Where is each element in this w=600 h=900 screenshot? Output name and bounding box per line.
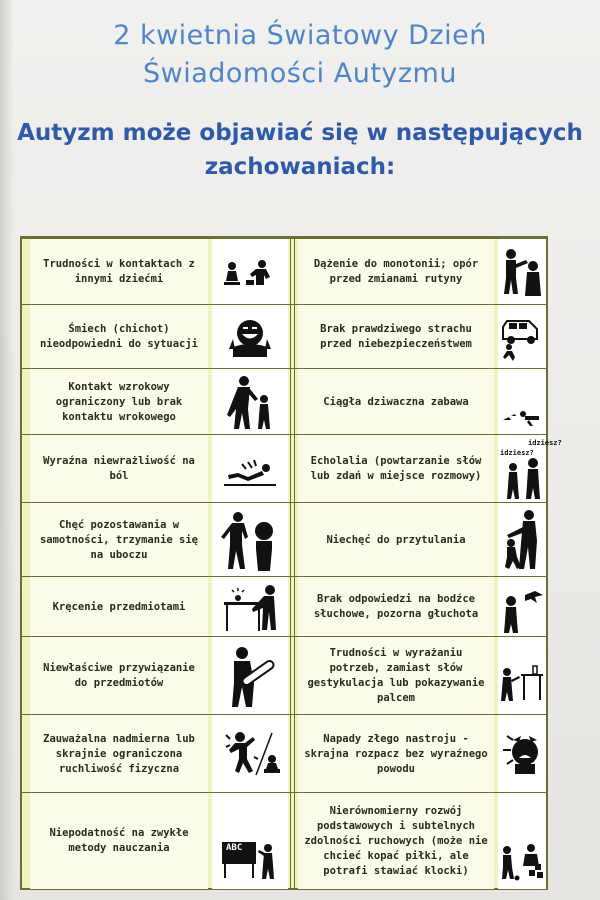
behavior-text: Echolalia (powtarzanie słów lub zdań w miejsce rozmowy) xyxy=(298,435,494,503)
table-row xyxy=(22,502,546,577)
table-row xyxy=(22,792,546,889)
title-line-1: 2 kwietnia Światowy Dzień xyxy=(113,20,487,51)
behavior-text: Kręcenie przedmiotami xyxy=(30,577,208,637)
pointing-icon xyxy=(498,637,546,715)
behavior-text: Chęć pozostawania w samotności, trzymanie się na uboczu xyxy=(30,503,208,577)
spinning-object-icon xyxy=(212,577,288,637)
behavior-text: Niewłaściwe przywiązanie do przedmiotów xyxy=(30,637,208,715)
behavior-text: Trudności w kontaktach z innymi dziećmi xyxy=(30,239,208,305)
turning-away-icon xyxy=(212,503,288,577)
speech-bubble-text: idziesz? xyxy=(528,439,562,447)
hug-refusal-icon xyxy=(498,503,546,577)
behavior-text: Napady złego nastroju - skrajna rozpacz bez wyraźnego powodu xyxy=(298,715,494,793)
hyperactive-icon xyxy=(212,715,288,793)
table-row xyxy=(22,576,546,637)
falling-person-icon xyxy=(212,435,288,503)
children-playing-icon xyxy=(212,239,288,305)
blackboard-icon xyxy=(212,793,288,889)
behavior-text: Kontakt wzrokowy ograniczony lub brak kontaktu wrokowego xyxy=(30,369,208,435)
echo-speech-icon xyxy=(498,435,562,503)
behavior-text: Niepodatność na zwykłe metody nauczania xyxy=(30,793,208,889)
behavior-text: Śmiech (chichot) nieodpowiedni do sytuacji xyxy=(30,305,208,369)
table-row xyxy=(22,636,546,715)
behavior-text: Nierównomierny rozwój podstawowych i subtelnych zdolności ruchowych (może nie chcieć kopać piłki, ale potrafi stawiać klocki) xyxy=(298,793,494,889)
person-refusing-icon xyxy=(498,239,546,305)
title-line-2: Świadomości Autyzmu xyxy=(143,58,457,89)
table-row xyxy=(22,368,546,435)
no-response-icon xyxy=(498,577,546,637)
behaviors-table xyxy=(20,236,562,890)
table-row xyxy=(22,304,546,369)
table-row xyxy=(22,434,562,503)
subtitle-line-1: Autyzm może objawiać się w następujących xyxy=(17,120,583,146)
blocks-icon xyxy=(498,793,546,889)
tantrum-icon xyxy=(498,715,546,793)
behavior-text: Brak odpowiedzi na bodźce słuchowe, pozorna głuchota xyxy=(298,577,494,637)
behavior-text: Wyraźna niewrażliwość na ból xyxy=(30,435,208,503)
behavior-text: Dążenie do monotonii; opór przed zmianami rutyny xyxy=(298,239,494,305)
behavior-text: Ciągła dziwaczna zabawa xyxy=(298,369,494,435)
table-row xyxy=(22,714,546,793)
behavior-text: Brak prawdziwego strachu przed niebezpieczeństwem xyxy=(298,305,494,369)
child-lying-playing-icon xyxy=(498,369,546,435)
table-row xyxy=(22,238,546,305)
holding-object-icon xyxy=(212,637,288,715)
behavior-text: Trudności w wyrażaniu potrzeb, zamiast słów gestykulacja lub pokazywanie palcem xyxy=(298,637,494,715)
behavior-text: Zauważalna nadmierna lub skrajnie ograniczona ruchliwość fizyczna xyxy=(30,715,208,793)
car-danger-icon xyxy=(498,305,546,369)
behavior-text: Niechęć do przytulania xyxy=(298,503,494,577)
blackboard-text: ABC xyxy=(226,843,243,853)
adult-child-icon xyxy=(212,369,288,435)
subtitle-line-2: zachowaniach: xyxy=(204,154,396,180)
laughing-face-icon xyxy=(212,305,288,369)
speech-bubble-text: idziesz? xyxy=(500,449,534,457)
